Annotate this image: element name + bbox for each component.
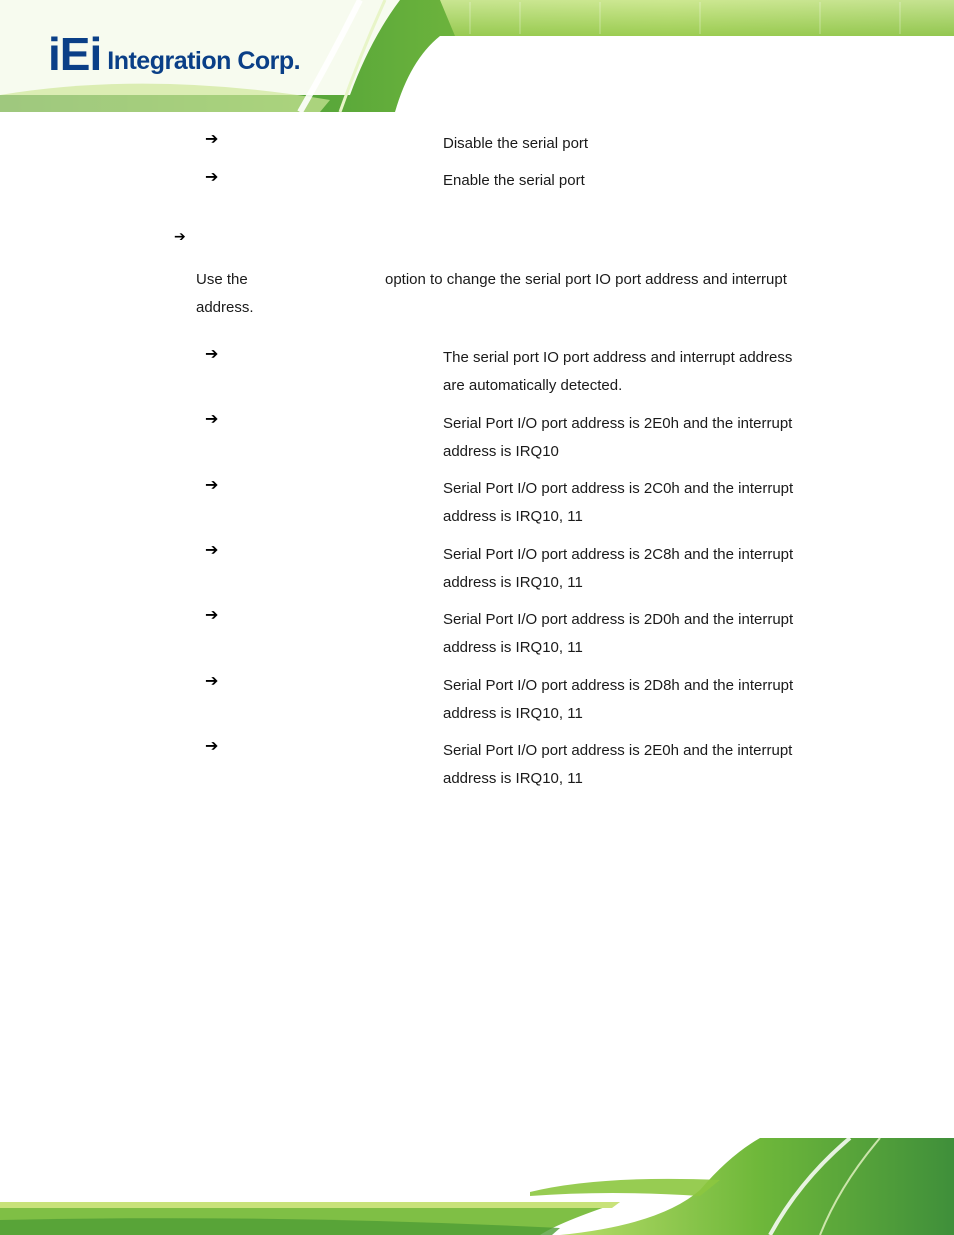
address-option-line2: are automatically detected. xyxy=(443,377,623,394)
address-option-line1: Serial Port I/O port address is 2E0h and the interrupt xyxy=(443,415,793,432)
address-option-line2: address is IRQ10, 11 xyxy=(443,705,583,722)
address-option-line2: address is IRQ10, 11 xyxy=(443,508,583,525)
company-logo xyxy=(48,26,301,80)
option-description: Enable the serial port xyxy=(443,172,585,189)
arrow-icon: ➔ xyxy=(205,167,219,186)
arrow-icon: ➔ xyxy=(205,475,219,494)
address-option-line1: Serial Port I/O port address is 2D8h and the interrupt xyxy=(443,677,794,694)
address-option-line1: Serial Port I/O port address is 2C8h and the interrupt xyxy=(443,546,794,563)
arrow-icon: ➔ xyxy=(205,736,219,755)
footer-banner xyxy=(0,1130,954,1235)
arrow-icon: ➔ xyxy=(205,671,219,690)
address-option-line1: Serial Port I/O port address is 2C0h and the interrupt xyxy=(443,480,794,497)
address-option-line2: address is IRQ10 xyxy=(443,443,559,460)
arrow-icon: ➔ xyxy=(174,229,186,245)
option-description: Disable the serial port xyxy=(443,135,589,152)
address-option-line1: Serial Port I/O port address is 2D0h and the interrupt xyxy=(443,611,794,628)
address-option-line1: Serial Port I/O port address is 2E0h and the interrupt xyxy=(443,742,793,759)
address-option-line2: address is IRQ10, 11 xyxy=(443,770,583,787)
intro-continuation: address. xyxy=(196,299,254,316)
intro-prefix: Use the xyxy=(196,271,248,288)
address-option-line2: address is IRQ10, 11 xyxy=(443,639,583,656)
logo-mark: iEi xyxy=(48,28,102,80)
logo-name: Integration Corp. xyxy=(107,47,301,75)
address-option-line2: address is IRQ10, 11 xyxy=(443,574,583,591)
arrow-icon: ➔ xyxy=(205,409,219,428)
arrow-icon: ➔ xyxy=(205,605,219,624)
intro-suffix: option to change the serial port IO port address and interrupt xyxy=(385,271,787,288)
arrow-icon: ➔ xyxy=(205,344,219,363)
address-option-line1: The serial port IO port address and interrupt address xyxy=(443,349,793,366)
arrow-icon: ➔ xyxy=(205,129,219,148)
arrow-icon: ➔ xyxy=(205,540,219,559)
